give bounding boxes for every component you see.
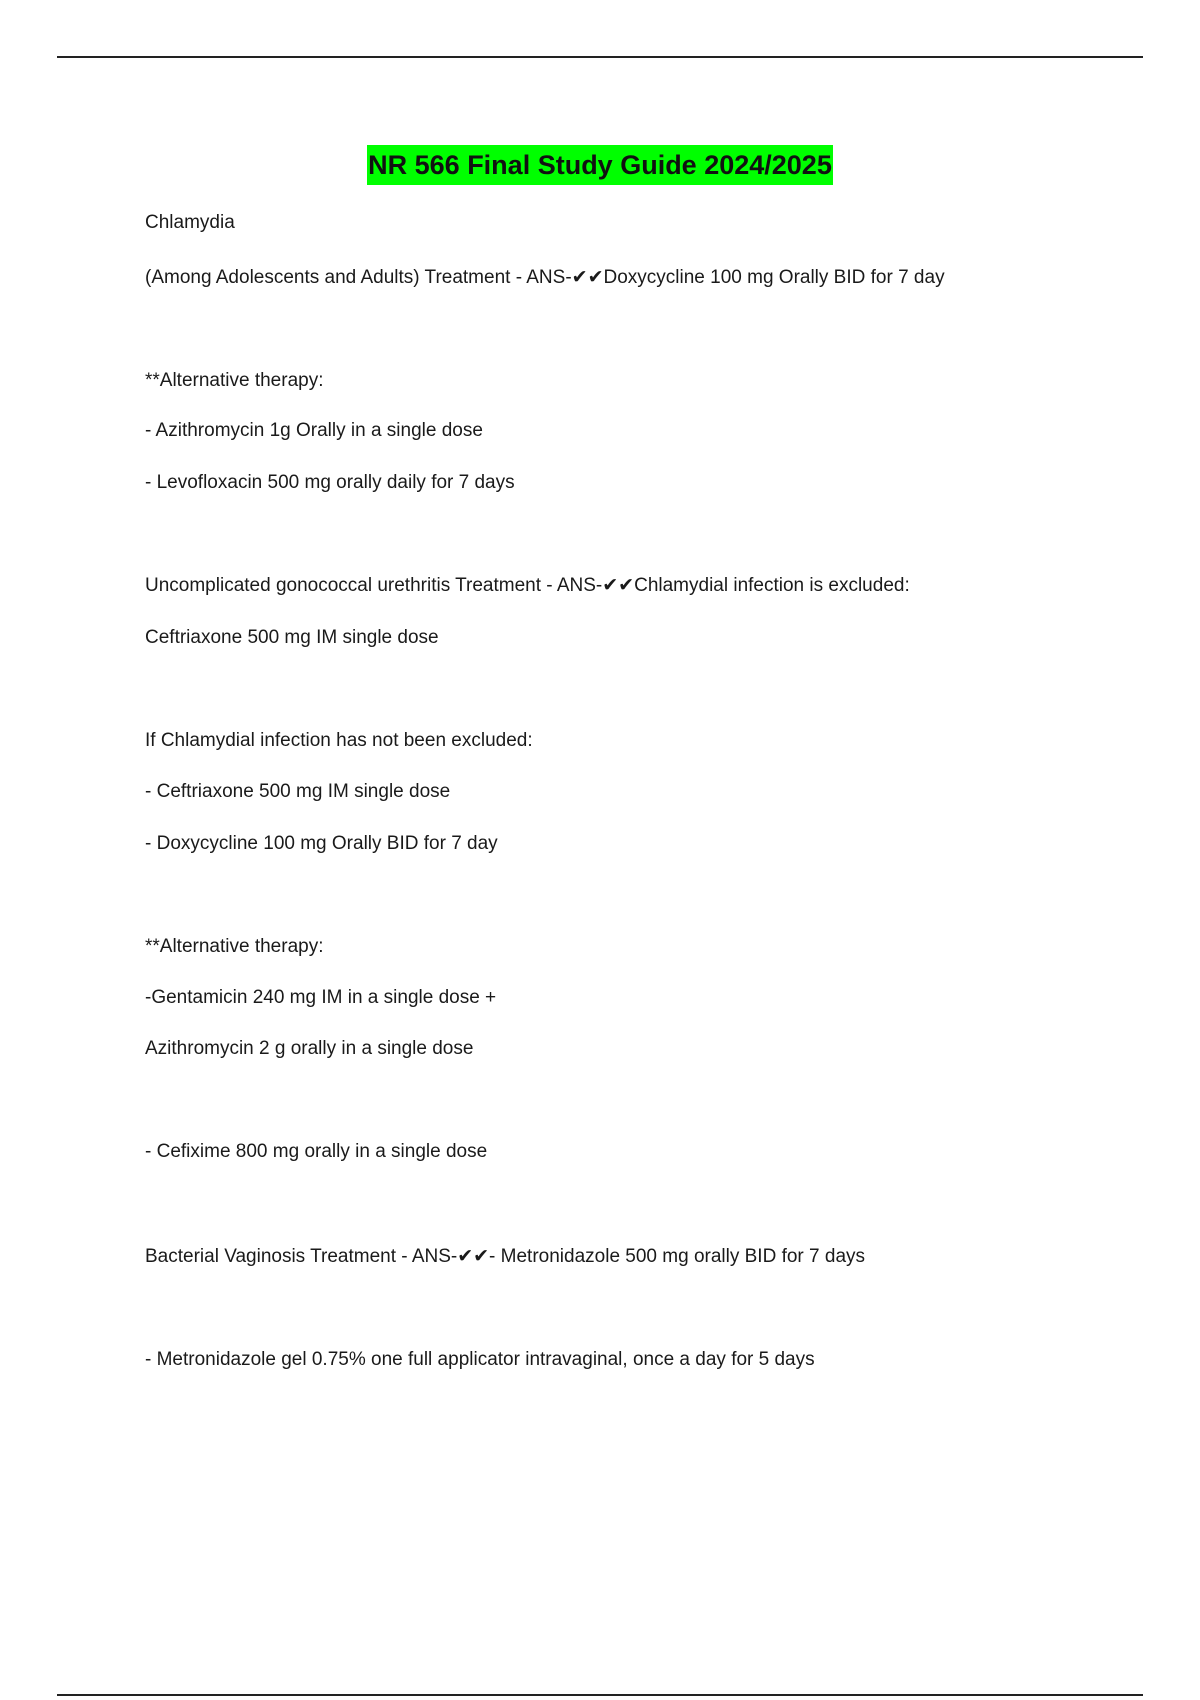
top-rule xyxy=(57,56,1143,58)
list-item: Ceftriaxone 500 mg IM single dose xyxy=(145,627,439,648)
chlamydia-treatment-line: (Among Adolescents and Adults) Treatment - ANS-✔✔Doxycycline 100 mg Orally BID for 7 day xyxy=(145,267,945,288)
chlamydia-not-excluded-heading: If Chlamydial infection has not been excluded: xyxy=(145,730,533,751)
document-title: NR 566 Final Study Guide 2024/2025 xyxy=(367,145,833,185)
list-item: - Ceftriaxone 500 mg IM single dose xyxy=(145,781,451,802)
title-container xyxy=(0,145,1200,185)
list-item: Azithromycin 2 g orally in a single dose xyxy=(145,1038,474,1059)
list-item: - Azithromycin 1g Orally in a single dose xyxy=(145,420,483,441)
list-item: - Levofloxacin 500 mg orally daily for 7 days xyxy=(145,472,515,493)
list-item: -Gentamicin 240 mg IM in a single dose + xyxy=(145,987,497,1008)
list-item: - Cefixime 800 mg orally in a single dose xyxy=(145,1141,488,1162)
alternative-therapy-heading: **Alternative therapy: xyxy=(145,370,324,391)
section-heading-chlamydia: Chlamydia xyxy=(145,212,235,233)
alternative-therapy-heading: **Alternative therapy: xyxy=(145,936,324,957)
bacterial-vaginosis-treatment-line: Bacterial Vaginosis Treatment - ANS-✔✔- Metronidazole 500 mg orally BID for 7 days xyxy=(145,1246,866,1267)
list-item: - Doxycycline 100 mg Orally BID for 7 day xyxy=(145,833,498,854)
bottom-rule xyxy=(57,1694,1143,1696)
list-item: - Metronidazole gel 0.75% one full applicator intravaginal, once a day for 5 days xyxy=(145,1349,815,1370)
gonococcal-treatment-line: Uncomplicated gonococcal urethritis Treatment - ANS-✔✔Chlamydial infection is excluded: xyxy=(145,575,910,596)
